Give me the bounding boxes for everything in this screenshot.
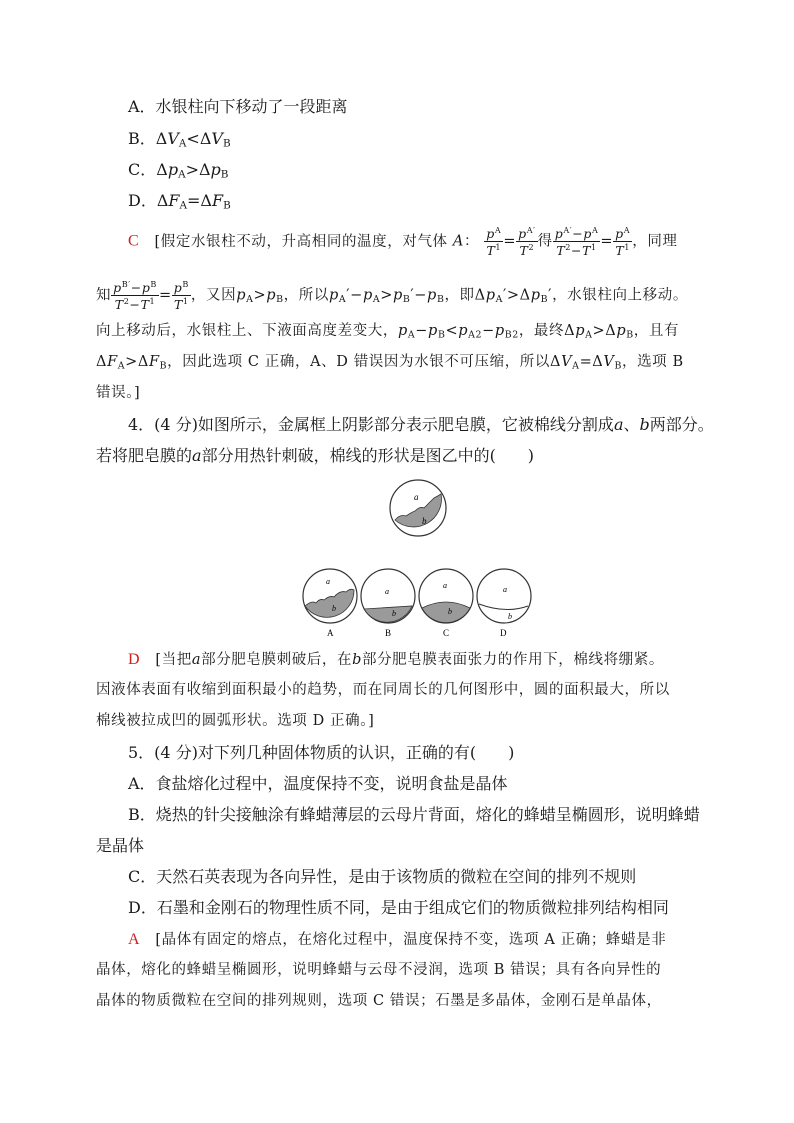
q3-frac-diff-b: $\frac{p^{B'}-p^B}{T^2-T^1}$ — [113, 279, 157, 312]
q5-option-d-text: D．石墨和金刚石的物理性质不同，是由于组成它们的物质微粒排列结构相同 — [128, 898, 669, 917]
q3-solution-text-1: [假定水银柱不动，升高相同的温度，对气体 — [154, 233, 448, 250]
q3-option-b-prefix: B．Δ — [128, 129, 168, 148]
q3-frac-pa2-t2: $\frac{p^{A'}}{T^2}$ — [518, 225, 536, 258]
q4-stem-line-2 — [96, 448, 534, 464]
q4-figure-top-label-b: b — [422, 516, 427, 526]
q3-solution-line-5 — [96, 386, 140, 401]
q3-option-c-var: p — [167, 160, 179, 179]
q5-solution-line-3 — [96, 994, 662, 1009]
q3-option-b-sub2: B — [222, 137, 231, 150]
q4-answer-letter: D — [128, 651, 141, 668]
q5-solution-line-2 — [96, 963, 661, 978]
q5-option-d — [128, 900, 669, 916]
q5-option-a-text: A．食盐熔化过程中，温度保持不变，说明食盐是晶体 — [128, 774, 508, 793]
q4-solution-line-3 — [96, 714, 374, 729]
q4-figure-c-top-label: a — [443, 581, 447, 590]
q4-figure-a-letter: A — [327, 628, 334, 638]
q3-frac-pb-t1: $\frac{p^B}{T^1}$ — [173, 279, 189, 312]
q3-option-c-var2: p — [210, 160, 221, 179]
q3-option-c-sub2: B — [220, 168, 229, 181]
q5-solution-l2: 晶体，熔化的蜂蜡呈椭圆形，说明蜂蜡与云母不浸润，选项 B 错误；具有各向异性的 — [96, 962, 662, 978]
q5-stem — [128, 745, 514, 761]
q4-solution-l1b: 部分肥皂膜刺破后，在 — [201, 652, 353, 668]
q3-solution-l1-end: ，同理 — [632, 233, 678, 250]
q4-solution-l2: 因液体表面有收缩到面积最小的趋势，而在同周长的几何图形中，圆的面积最大，所以 — [96, 682, 670, 698]
q3-solution-colon: ： — [463, 233, 480, 250]
q4-figure-c-letter: C — [443, 628, 450, 638]
q3-option-d-var: F — [168, 191, 180, 210]
q3-option-c — [128, 162, 228, 180]
q4-figure-b-bottom-label: b — [392, 609, 396, 618]
q4-stem-text-2a: 若将肥皂膜的 — [96, 446, 193, 465]
q3-solution-get: 得 — [537, 233, 553, 250]
q3-solution-gas: A — [452, 233, 464, 250]
q5-option-c-text: C．天然石英表现为各向异性，是由于该物质的微粒在空间的排列不规则 — [128, 867, 637, 886]
q3-option-c-prefix: C．Δ — [128, 160, 168, 179]
q3-option-d-op: =Δ — [187, 191, 212, 210]
q4-figure-c-bottom-label: b — [448, 607, 452, 616]
q3-solution-l2-tail: ，即 — [444, 287, 475, 304]
q3-option-a — [128, 99, 348, 115]
q4-stem-l1-end: 两部分。 — [649, 415, 714, 434]
q4-figure-option-a — [303, 569, 357, 638]
q3-option-d-var2: F — [211, 191, 224, 210]
q3-option-b-sub1: A — [178, 137, 187, 150]
q3-option-a-text: A．水银柱向下移动了一段距离 — [128, 97, 348, 116]
q4-stem-l2-a: a — [192, 446, 202, 465]
q4-solution-l1-a: a — [191, 652, 202, 668]
q3-option-c-op: >Δ — [185, 160, 211, 179]
q5-stem-text: 5．(4 分)对下列几种固体物质的认识，正确的有( ) — [128, 743, 515, 762]
q4-stem-line-1 — [128, 417, 714, 433]
q3-option-c-sub1: A — [178, 168, 186, 181]
q4-stem-sep: 、 — [623, 415, 640, 434]
q3-solution-line-3: 向上移动后，水银柱上、下液面高度差变大，$p_A-p_B<p_{A2}-p_{B2}$，最终$\Delta p_A>\Delta p_B$，且有 — [96, 323, 680, 341]
q3-solution-line-1: C [假定水银柱不动，升高相同的温度，对气体 A： $\frac{p^A}{T^1}$ = $\frac{p^{A'}}{T^2}$ 得 $\frac{p^{A'}-p^A}{T^2-T^1}$ = $\frac{p^A}{T^1}$ ，同理 — [128, 225, 678, 258]
q3-solution-know: 知 — [96, 287, 112, 304]
q3-solution-l2-end: ，水银柱向上移动。 — [552, 287, 688, 304]
q5-option-b-line-2 — [96, 838, 144, 854]
q4-stem-text-1: 4．(4 分)如图所示，金属框上阴影部分表示肥皂膜，它被棉线分割成 — [128, 415, 614, 434]
q3-option-d — [128, 193, 231, 211]
q4-solution-line-2 — [96, 683, 670, 698]
q3-solution-l2-mid: ，所以 — [283, 287, 329, 304]
q5-option-a — [128, 776, 508, 792]
q3-solution-l3-end: ，最终 — [518, 323, 565, 339]
q5-option-b-line-1 — [128, 807, 700, 823]
q4-figure-b-letter: B — [385, 628, 392, 638]
q3-solution-l3-text: 向上移动后，水银柱上、下液面高度差变大， — [96, 323, 398, 339]
q3-frac-pa-t1-b: $\frac{p^A}{T^1}$ — [615, 225, 631, 258]
q4-figure-option-d — [477, 569, 531, 638]
q4-solution-l3: 棉线被拉成凹的圆弧形状。选项 D 正确。] — [96, 713, 375, 729]
q3-option-b-var: V — [167, 129, 179, 148]
q3-solution-l5-text: 错误。] — [96, 385, 141, 401]
q3-option-d-sub1: A — [179, 199, 188, 212]
q4-figure-option-c — [419, 569, 473, 638]
q4-figure-top — [388, 478, 448, 538]
q5-option-b-text-1: B．烧热的针尖接触涂有蜂蜡薄层的云母片背面，熔化的蜂蜡呈椭圆形，说明蜂蜡 — [128, 805, 700, 824]
q5-option-b-text-2: 是晶体 — [96, 836, 145, 855]
q4-stem-a: a — [613, 415, 624, 434]
q4-figure-options — [300, 566, 540, 638]
q5-option-c — [128, 869, 636, 885]
q4-stem-text-2b: 部分用热针刺破，棉线的形状是图乙中的( ) — [201, 446, 535, 465]
q3-solution-l2-text: ，又因 — [190, 287, 237, 304]
q4-figure-top-label-a: a — [414, 492, 419, 502]
q3-solution-l4-end: ，选项 B — [621, 354, 684, 370]
q4-figure-d-top-label: a — [503, 585, 507, 594]
q5-answer-letter: A — [128, 931, 141, 948]
q4-figure-d-letter: D — [500, 628, 507, 638]
q3-solution-l4-text: ，因此选项 C 正确，A、D 错误因为水银不可压缩，所以 — [167, 354, 550, 370]
q4-figure-d-bottom-label: b — [508, 612, 512, 621]
q4-solution-l1c: 部分肥皂膜表面张力的作用下，棉线将绷紧。 — [361, 652, 664, 668]
q4-solution-l1-b: b — [352, 652, 362, 668]
q5-solution-l1: [晶体有固定的熔点，在熔化过程中，温度保持不变，选项 A 正确；蜂蜡是非 — [155, 932, 667, 948]
q4-figure-option-b — [361, 569, 415, 638]
q3-option-d-sub2: B — [223, 199, 231, 212]
q4-solution-l1a: [当把 — [155, 652, 192, 668]
q3-answer-letter: C — [128, 232, 140, 250]
q4-solution-line-1 — [128, 652, 664, 668]
q4-figure-a-top-label: a — [326, 577, 330, 586]
q5-solution-line-1 — [128, 932, 666, 948]
q5-solution-l3: 晶体的物质微粒在空间的排列规则，选项 C 错误；石墨是多晶体，金刚石是单晶体， — [96, 993, 662, 1009]
q4-figure-a-bottom-label: b — [332, 604, 336, 613]
q3-option-d-prefix: D．Δ — [128, 191, 169, 210]
q3-solution-l3-tail: ，且有 — [633, 323, 680, 339]
q3-option-b-var2: V — [211, 129, 223, 148]
q3-option-b — [128, 131, 231, 149]
q3-frac-pa-t1: $\frac{p^A}{T^1}$ — [486, 225, 502, 258]
q4-stem-b: b — [639, 415, 650, 434]
q3-option-b-op: <Δ — [186, 129, 212, 148]
q3-solution-line-2: 知 $\frac{p^{B'}-p^B}{T^2-T^1}$ = $\frac{p^B}{T^1}$ ，又因$p_A>p_B$，所以$p_A'-p_A>p_B'-p_B$，即$\Delta p_A'>\Delta p_B'$，水银柱向上移动。 — [96, 279, 688, 312]
q4-figure-b-top-label: a — [385, 587, 389, 596]
q3-frac-diff-a: $\frac{p^{A'}-p^A}{T^2-T^1}$ — [554, 225, 599, 258]
q3-solution-line-4: $\Delta F_A>\Delta F_B$，因此选项 C 正确，A、D 错误因为水银不可压缩，所以$\Delta V_A=\Delta V_B$，选项 B — [96, 354, 684, 372]
